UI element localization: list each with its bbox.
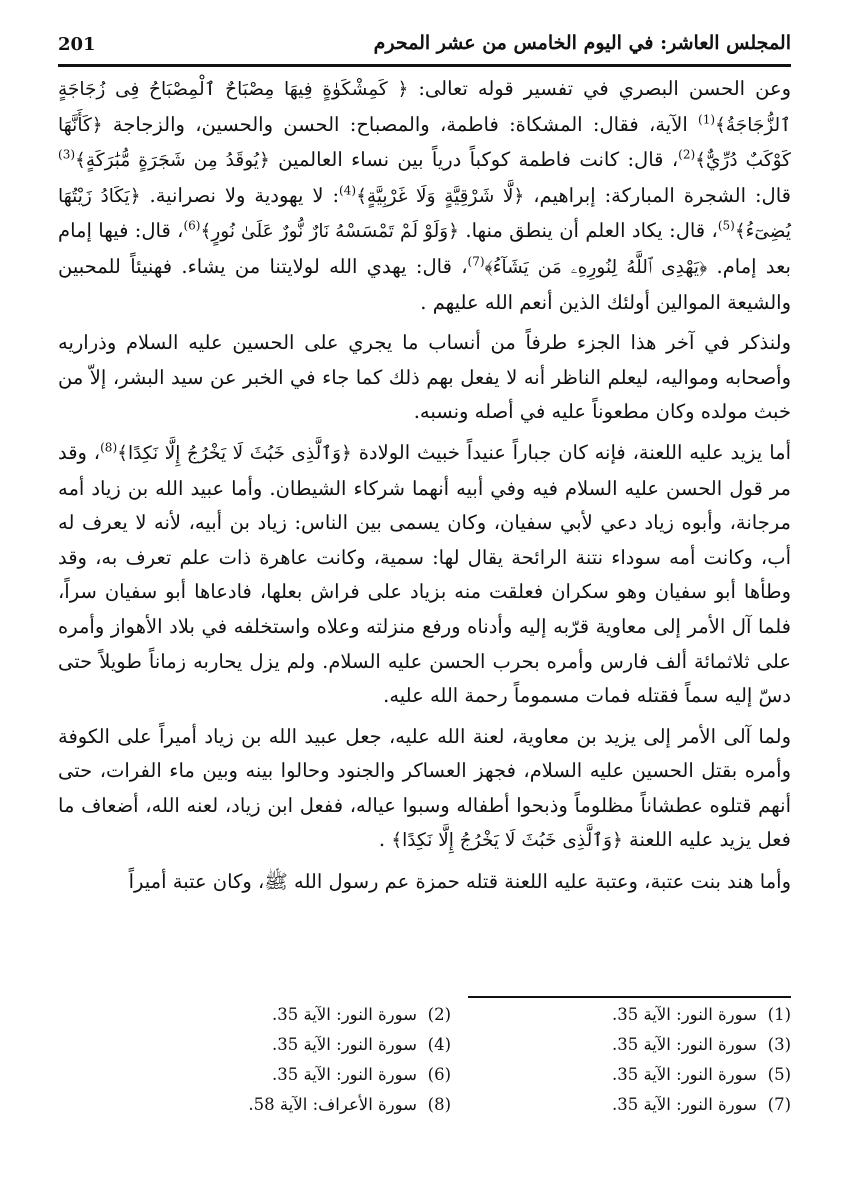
footnote-number: (2)	[427, 1005, 451, 1024]
footnote-text: سورة النور: الآية 35.	[611, 1095, 757, 1114]
footnote	[111, 1000, 451, 1030]
quran-quote: ﴿وَلَوْ لَمْ تَمْسَسْهُ نَارٌ نُّورٌ عَلَىٰ نُورٍ﴾	[200, 221, 460, 243]
body-text-run: : لا يهودية ولا نصرانية.	[140, 183, 340, 207]
body-text-run: وأما هند بنت عتبة، وعتبة عليه اللعنة قتله حمزة عم رسول الله ﷺ، وكان عتبة أميراً	[128, 870, 791, 894]
footnote-text: سورة النور: الآية 35.	[271, 1065, 417, 1084]
footnote	[451, 1000, 791, 1030]
footnote	[451, 1090, 791, 1120]
footnote-row	[58, 1060, 791, 1090]
footnote-ref: (8)	[100, 440, 118, 455]
footnote-row	[58, 1090, 791, 1120]
footnote-number: (6)	[427, 1065, 451, 1084]
body-text-run: قال: الشجرة المباركة: إبراهيم،	[524, 183, 791, 207]
footnotes	[58, 1000, 791, 1120]
footnote-row	[58, 1000, 791, 1030]
running-head: المجلس العاشر: في اليوم الخامس من عشر المحرم	[373, 32, 791, 54]
footnote-number: (4)	[427, 1035, 451, 1054]
paragraph	[58, 326, 791, 430]
page-header	[58, 30, 791, 64]
page-number: 201	[58, 34, 96, 55]
body-text-run: ، قال: يهدي الله لولايتنا من يشاء. فهنيئاً للمحبين والشيعة الموالين أولئك الذين أنعم الله عليهم .	[58, 254, 791, 314]
footnote-ref: (6)	[183, 218, 201, 233]
footnote-ref: (2)	[678, 147, 696, 162]
body-text-run: وعن الحسن البصري في تفسير قوله تعالى:	[408, 77, 791, 100]
footnote-number: (7)	[767, 1095, 791, 1114]
quran-quote: ﴿وَٱلَّذِى خَبُثَ لَا يَخْرُجُ إِلَّا نَكِدًا﴾	[391, 830, 623, 852]
paragraph	[58, 865, 791, 900]
footnote-text: سورة النور: الآية 35.	[271, 1005, 417, 1024]
footnote-ref: (4)	[339, 183, 357, 198]
quran-quote: ﴿يَكَادُ زَيْتُهَا يُضِىٓءُ﴾	[58, 185, 791, 243]
body-text	[58, 72, 791, 906]
body-text-run: أما يزيد عليه اللعنة، فإنه كان جباراً عنيداً خبيث الولادة	[351, 440, 791, 464]
paragraph	[58, 72, 791, 320]
body-text-run: ، قال: كانت فاطمة كوكباً درياً بين نساء العالمين	[269, 148, 679, 172]
footnote-text: سورة النور: الآية 35.	[611, 1065, 757, 1084]
footnote-rule	[468, 996, 791, 998]
footnote-ref: (7)	[467, 254, 485, 269]
footnote-ref: (3)	[58, 147, 76, 162]
footnote	[451, 1060, 791, 1090]
body-text-run: الآية، فقال: المشكاة: فاطمة، والمصباح: الحسن والحسين، والزجاجة	[102, 112, 699, 136]
footnote-ref: (5)	[717, 218, 735, 233]
body-text-run: .	[378, 828, 392, 852]
footnote-number: (8)	[427, 1095, 451, 1114]
footnote	[111, 1090, 451, 1120]
paragraph	[58, 720, 791, 859]
footnote-text: سورة الأعراف: الآية 58.	[248, 1095, 417, 1114]
footnote	[451, 1030, 791, 1060]
footnote-number: (1)	[767, 1005, 791, 1024]
body-text-run: ، وقد مر قول الحسن عليه السلام فيه وفي أبيه أنهما شركاء الشيطان. وأما عبيد الله بن زياد أمه مرجانة، وأبوه زياد دعي لأبي سفيان، وكان يسمى بين الناس: زياد بن أبيه، لأنه لا يعرف له أب، وكانت أمه سوداء نتنة الرائحة يقال لها: سمية، وكانت عاهرة ذات علم تعرف به، وقد وطأها أبو سفيان وهو سكران فعلقت منه بزياد على فراش بعلها، فادعاها أبو سفيان سراً، فلما آل الأمر إلى معاوية قرّبه إليه وأدناه ورفع منزلته وعلاه واستخلفه في بلاد الأهواز وأمره على ثلاثمائة ألف فارس وأمره بحرب الحسن عليه السلام. ولم يزل يحاربه زماناً طويلاً حتى دسّ إليه سماً فقتله فمات مسموماً رحمة الله عليه.	[58, 440, 791, 708]
quran-quote: ﴿ كَمِشْكَوٰةٍ فِيهَا مِصْبَاحٌ ٱلْمِصْبَاحُ فِى زُجَاجَةٍ ٱلزُّجَاجَةُ﴾	[58, 79, 791, 136]
footnote-text: سورة النور: الآية 35.	[611, 1035, 757, 1054]
footnote-number: (5)	[767, 1065, 791, 1084]
paragraph	[58, 436, 791, 714]
footnote-number: (3)	[767, 1035, 791, 1054]
header-rule	[58, 64, 791, 67]
quran-quote: ﴿لَّا شَرْقِيَّةٍ وَلَا غَرْبِيَّةٍ﴾	[356, 185, 525, 207]
footnote-text: سورة النور: الآية 35.	[611, 1005, 757, 1024]
body-text-run: ولنذكر في آخر هذا الجزء طرفاً من أنساب ما يجري على الحسين عليه السلام وذراريه وأصحابه ومواليه، ليعلم الناظر أنه لا يفعل بهم ذلك كما جاء في الخبر عن سيد البشر، إلاّ من خبث مولده وكان مطعوناً عليه في أصله ونسبه.	[58, 331, 791, 424]
quran-quote: ﴿يَهْدِى ٱللَّهُ لِنُورِهِۦ مَن يَشَآءُ﴾	[484, 256, 708, 278]
body-text-run: ، قال: يكاد العلم أن ينطق منها.	[459, 219, 718, 243]
body-text-run: ، قال: فيها إمام بعد إمام.	[58, 219, 791, 278]
quran-quote: ﴿كَأَنَّهَا كَوْكَبٌ دُرِّيٌّ﴾	[58, 114, 791, 172]
quran-quote: ﴿يُوقَدُ مِن شَجَرَةٍ مُّبَٰرَكَةٍ﴾	[75, 150, 270, 172]
quran-quote: ﴿وَٱلَّذِى خَبُثَ لَا يَخْرُجُ إِلَّا نَكِدًا﴾	[117, 442, 352, 464]
footnote	[111, 1030, 451, 1060]
footnote-row	[58, 1030, 791, 1060]
body-text-run: ولما آلى الأمر إلى يزيد بن معاوية، لعنة الله عليه، جعل عبيد الله بن زياد أميراً على الكوفة وأمره بقتل الحسين عليه السلام، فجهز العساكر والجنود وحالوا بينه وبين ماء الفرات، حتى أنهم قتلوه عطشاناً مظلوماً وذبحوا أطفاله وسبوا عياله، ففعل ابن زياد، لعنه الله، أضعاف ما فعل يزيد عليه اللعنة	[58, 724, 791, 852]
footnote-text: سورة النور: الآية 35.	[271, 1035, 417, 1054]
footnote	[111, 1060, 451, 1090]
footnote-ref: (1)	[698, 112, 716, 127]
